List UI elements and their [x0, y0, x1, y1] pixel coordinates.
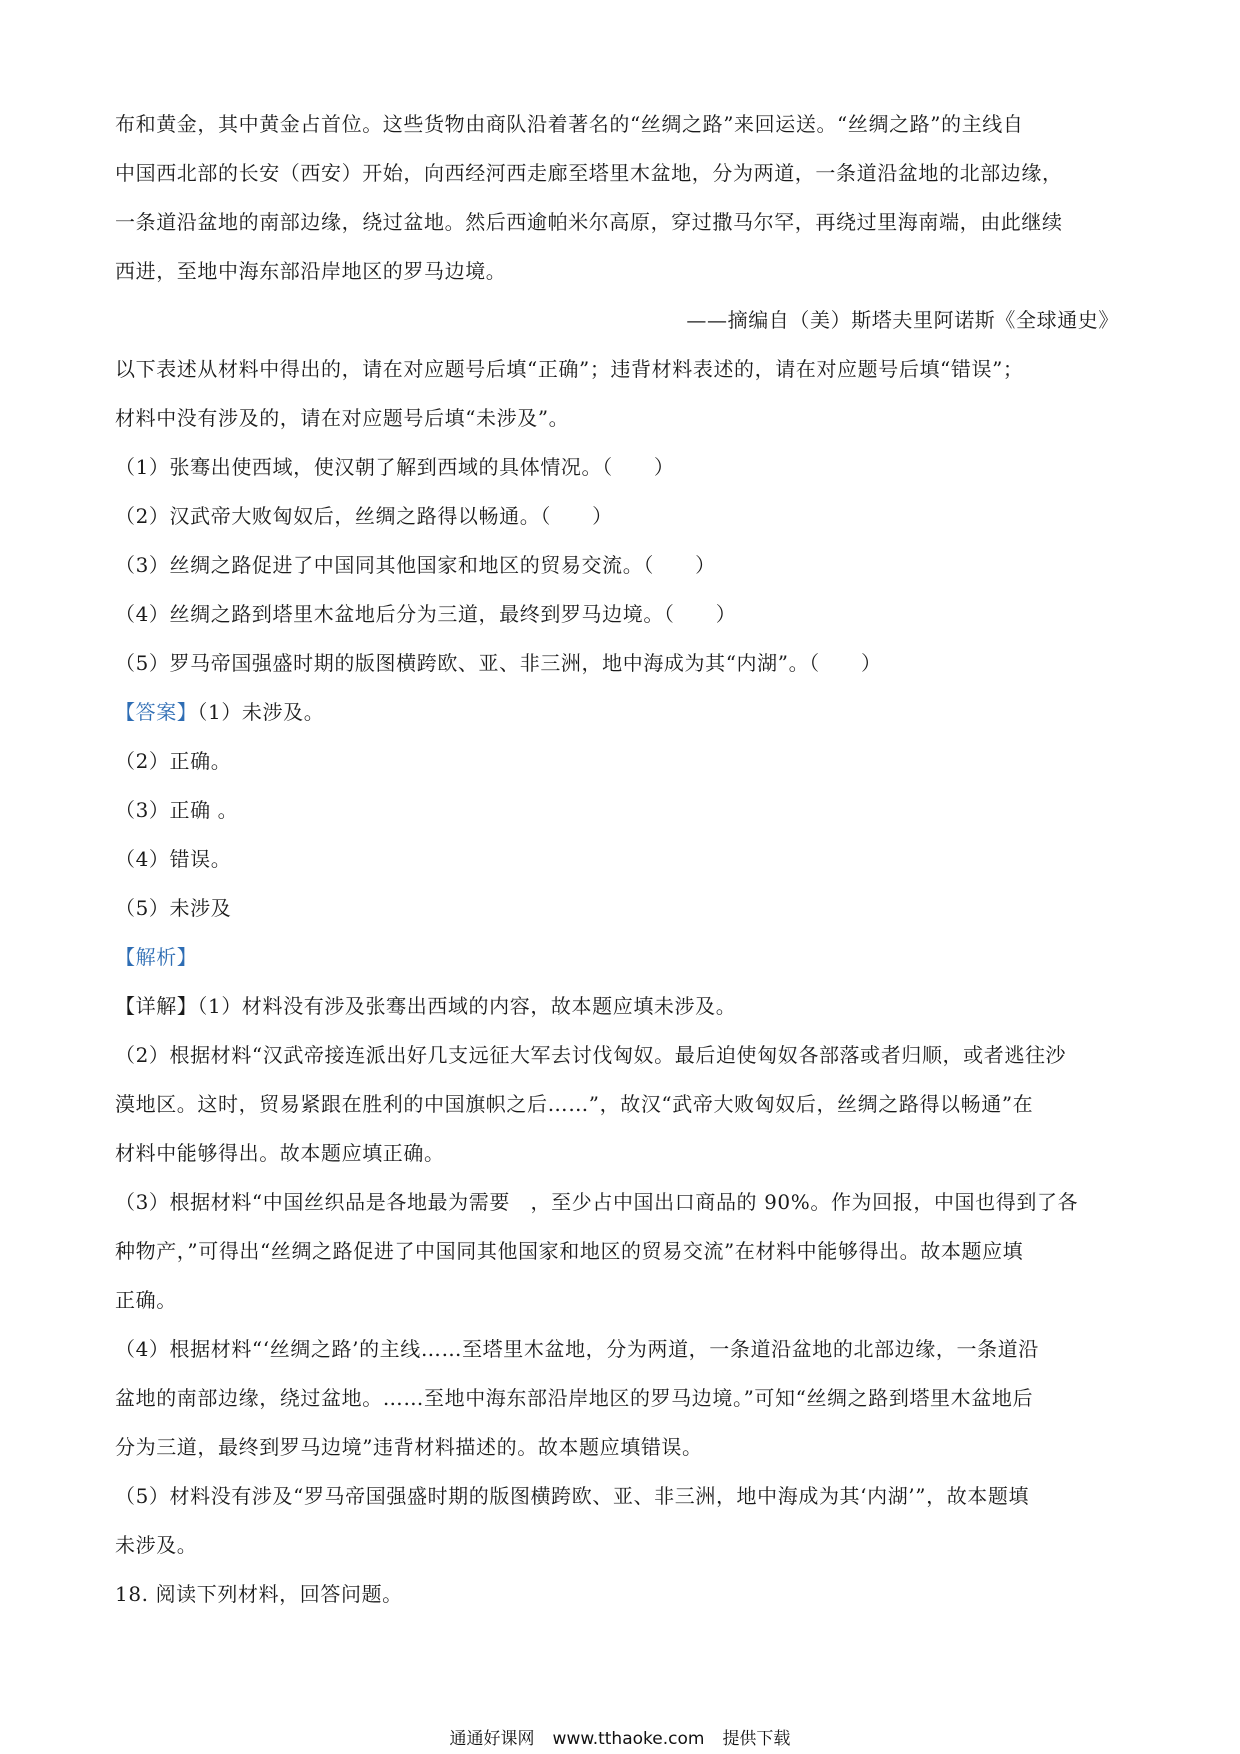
detail-line: 分为三道，最终到罗马边境”违背材料描述的。故本题应填错误。 [115, 1435, 703, 1459]
answer-item: （2）正确。 [115, 749, 232, 773]
instruction-line: 材料中没有涉及的，请在对应题号后填“未涉及”。 [115, 406, 570, 430]
detail-line: 正确。 [115, 1288, 177, 1312]
analysis-label: 【解析】 [115, 945, 198, 969]
detail-text: （1）材料没有涉及张骞出西域的内容，故本题应填未涉及。 [197, 994, 737, 1018]
answer-item: （3）正确 。 [115, 798, 239, 822]
detail-line: （4）根据材料“‘丝绸之路’的主线……至塔里木盆地，分为两道，一条道沿盆地的北部边缘，一条道沿 [115, 1337, 1039, 1361]
instruction-line: 以下表述从材料中得出的，请在对应题号后填“正确”；违背材料表述的，请在对应题号后填“错误”； [115, 357, 1024, 381]
material-line: 布和黄金，其中黄金占首位。这些货物由商队沿着著名的“丝绸之路”来回运送。“丝绸之路”的主线自 [115, 112, 1024, 136]
detail-line: 材料中能够得出。故本题应填正确。 [115, 1141, 445, 1165]
footer-site-name: 通通好课网 [449, 1729, 535, 1749]
material-passage [115, 100, 1125, 345]
statement-item: （3）丝绸之路促进了中国同其他国家和地区的贸易交流。（ ） [115, 553, 716, 577]
statement-item: （1）张骞出使西域，使汉朝了解到西域的具体情况。（ ） [115, 455, 675, 479]
answer-item: （4）错误。 [115, 847, 232, 871]
detail-label: 【详解】 [115, 994, 198, 1018]
footer-url[interactable]: www.tthaoke.com [552, 1729, 705, 1749]
detail-line: （5）材料没有涉及“罗马帝国强盛时期的版图横跨欧、亚、非三洲，地中海成为其‘内湖’”，故本题填 [115, 1484, 1030, 1508]
instructions [115, 345, 1125, 443]
next-question: 18. 阅读下列材料，回答问题。 [115, 1582, 403, 1606]
answer-item: （1）未涉及。 [197, 700, 325, 724]
detail-line: 盆地的南部边缘，绕过盆地。……至地中海东部沿岸地区的罗马边境。”可知“丝绸之路到塔里木盆地后 [115, 1386, 1034, 1410]
answer-first-line [115, 688, 1125, 737]
detail-line: 漠地区。这时，贸易紧跟在胜利的中国旗帜之后……”，故汉“武帝大败匈奴后，丝绸之路得以畅通”在 [115, 1092, 1034, 1116]
detail-line: （3）根据材料“中国丝织品是各地最为需要 ，至少占中国出口商品的 90%。作为回报，中国也得到了各 [115, 1190, 1079, 1214]
material-line: 一条道沿盆地的南部边缘，绕过盆地。然后西逾帕米尔高原，穿过撒马尔罕，再绕过里海南端，由此继续 [115, 210, 1063, 234]
answer-section [115, 688, 1125, 933]
material-line: 中国西北部的长安（西安）开始，向西经河西走廊至塔里木盆地，分为两道，一条道沿盆地的北部边缘， [115, 161, 1063, 185]
page-footer [0, 1724, 1240, 1749]
material-source: ——摘编自（美）斯塔夫里阿诺斯《全球通史》 [686, 308, 1119, 332]
statement-item: （2）汉武帝大败匈奴后，丝绸之路得以畅通。（ ） [115, 504, 613, 528]
detail-line: （2）根据材料“汉武帝接连派出好几支远征大军去讨伐匈奴。最后迫使匈奴各部落或者归顺，或者逃往沙 [115, 1043, 1067, 1067]
statement-item: （4）丝绸之路到塔里木盆地后分为三道，最终到罗马边境。（ ） [115, 602, 737, 626]
statement-list [115, 443, 1125, 688]
statement-item: （5）罗马帝国强盛时期的版图横跨欧、亚、非三洲，地中海成为其“内湖”。（ ） [115, 651, 882, 675]
detail-section [115, 982, 1125, 1570]
material-line: 西进，至地中海东部沿岸地区的罗马边境。 [115, 259, 507, 283]
answer-item: （5）未涉及 [115, 896, 232, 920]
detail-line: 种物产，”可得出“丝绸之路促进了中国同其他国家和地区的贸易交流”在材料中能够得出。故本题应填 [115, 1239, 1024, 1263]
page-content [115, 100, 1125, 1619]
answer-label: 【答案】 [115, 700, 198, 724]
detail-line: 未涉及。 [115, 1533, 198, 1557]
detail-first-line [115, 982, 1125, 1031]
footer-note: 提供下载 [722, 1729, 791, 1749]
